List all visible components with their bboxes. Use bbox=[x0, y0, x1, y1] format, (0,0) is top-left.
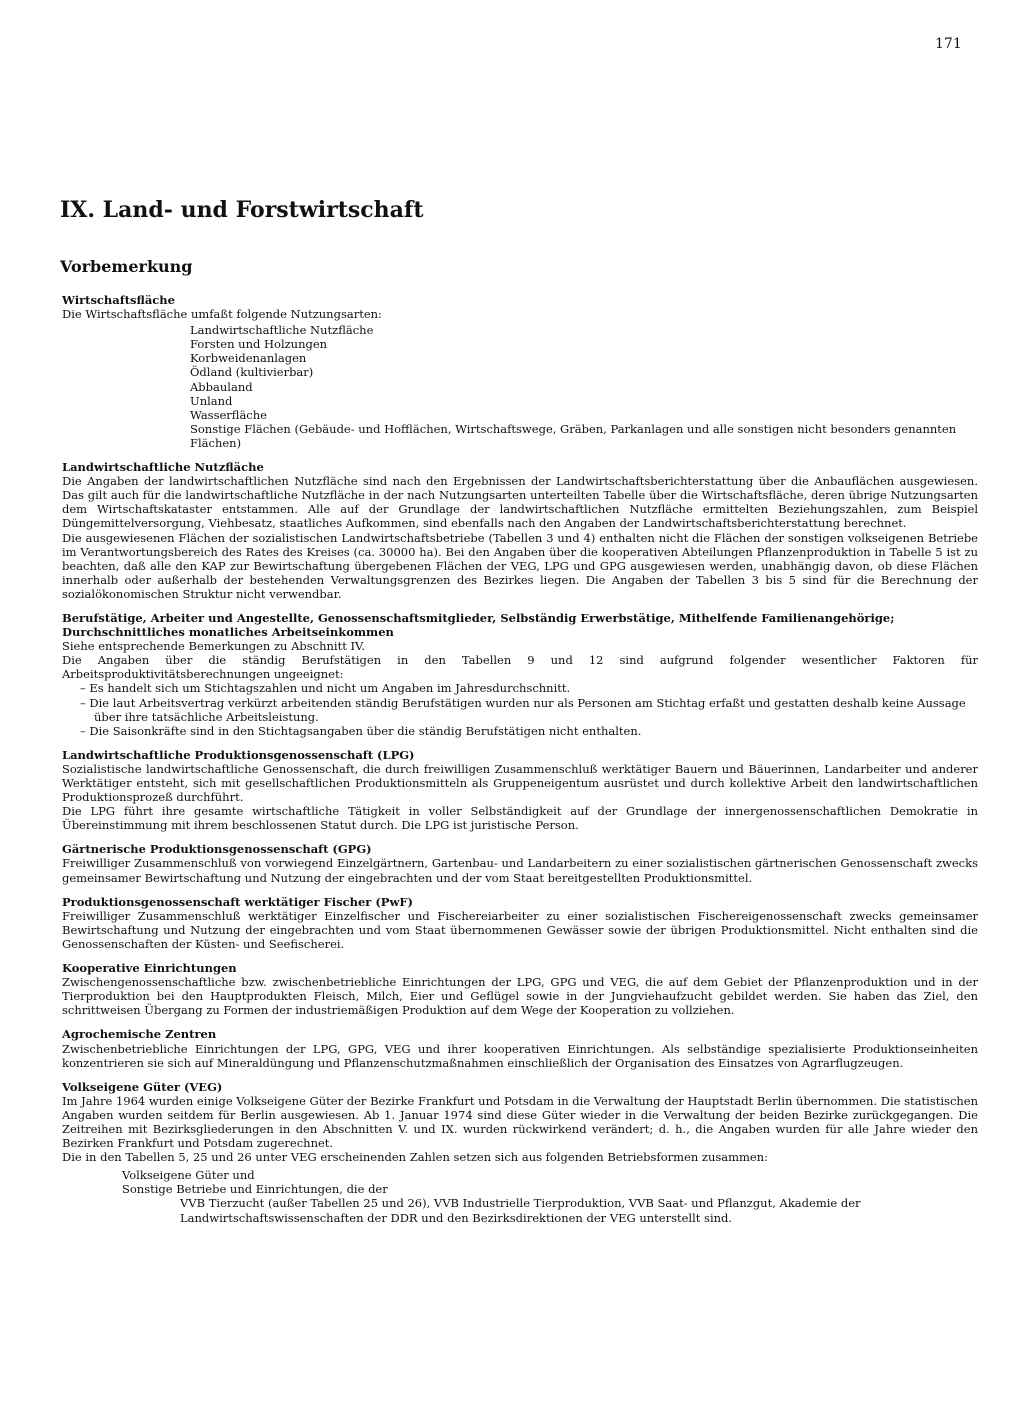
section-wirtschaftsflaeche bbox=[62, 293, 978, 450]
list-item: Ödland (kultivierbar) bbox=[190, 365, 314, 380]
document-body bbox=[62, 293, 978, 1235]
paragraph: Freiwilliger Zusammenschluß von vorwiegend Einzelgärtnern, Gartenbau- und Landarbeitern zu einer sozialistischen gärtnerischen Genossenschaft zwecks gemeinsamer Bewirtschaftung und Nutzung der eingebrachten und der vom Staat bereitgestellten Produktionsmittel. bbox=[62, 856, 978, 885]
enterprise-form-list bbox=[122, 1168, 978, 1224]
list-item: Landwirtschaftliche Nutzfläche bbox=[190, 323, 374, 338]
paragraph: Im Jahre 1964 wurden einige Volkseigene Güter der Bezirke Frankfurt und Potsdam in die Verwaltung der Hauptstadt Berlin übernommen. Die statistischen Angaben wurden seitdem für Berlin ausgewiesen. Ab 1. Januar 1974 sind diese Güter wieder in die Verwaltung der beiden Bezirke zurückgegangen. Die Zeitreihen mit Bezirksgliederungen in den Abschnitten V. und IX. wurden rückwirkend verändert; d. h., die Angaben wurden für alle Jahre wieder den Bezirken Frankfurt und Potsdam zugerechnet. bbox=[62, 1093, 978, 1151]
section-title: Gärtnerische Produktionsgenossenschaft (GPG) bbox=[62, 842, 372, 857]
list-item: Sonstige Flächen (Gebäude- und Hofflächen, Wirtschaftswege, Gräben, Parkanlagen und alle sonstigen nicht besonders genannten Flächen) bbox=[190, 421, 957, 450]
section-title: Volkseigene Güter (VEG) bbox=[62, 1079, 223, 1094]
paragraph: Die Angaben über die ständig Berufstätigen in den Tabellen 9 und 12 sind aufgrund folgender wesentlicher Faktoren für Arbeitsproduktivitätsberechnungen ungeeignet: bbox=[62, 653, 978, 682]
list-item: Forsten und Holzungen bbox=[190, 337, 328, 352]
section-veg bbox=[62, 1080, 978, 1225]
list-item: Korbweidenanlagen bbox=[190, 351, 307, 366]
page-number: 171 bbox=[935, 36, 962, 52]
section-title: Agrochemische Zentren bbox=[62, 1027, 217, 1042]
section-subtitle: Vorbemerkung bbox=[60, 257, 193, 276]
list-item: – Die Saisonkräfte sind in den Stichtagsangaben über die ständig Berufstätigen nicht enthalten. bbox=[80, 723, 642, 738]
section-title: Landwirtschaftliche Nutzfläche bbox=[62, 460, 264, 475]
list-item: Unland bbox=[190, 393, 233, 408]
section-title: Produktionsgenossenschaft werktätiger Fischer (PwF) bbox=[62, 894, 413, 909]
list-item: Sonstige Betriebe und Einrichtungen, die der bbox=[122, 1182, 388, 1197]
list-item: Volkseigene Güter und bbox=[122, 1168, 255, 1183]
section-title: Kooperative Einrichtungen bbox=[62, 961, 237, 976]
paragraph: Die LPG führt ihre gesamte wirtschaftliche Tätigkeit in voller Selbständigkeit auf der Grundlage der innergenossenschaftlichen Demokratie in Übereinstimmung mit ihrem beschlossenen Statut durch. Die LPG ist juristische Person. bbox=[62, 804, 978, 833]
usage-type-list bbox=[190, 323, 978, 450]
section-lnf bbox=[62, 460, 978, 601]
paragraph: Sozialistische landwirtschaftliche Genossenschaft, die durch freiwilligen Zusammenschluß werktätiger Bauern und Bäuerinnen, Landarbeiter und anderer Werktätiger entsteht, sich mit gesellschaftlichen Produktionsmitteln als Gruppeneigentum ausrüstet und durch kollektive Arbeit den landwirtschaftlichen Produktionsprozeß durchführt. bbox=[62, 761, 978, 805]
paragraph: Zwischenbetriebliche Einrichtungen der LPG, GPG, VEG und ihrer kooperativen Einrichtungen. Als selbständige spezialisierte Produktionseinheiten konzentrieren sie sich auf Mineraldüngung und Pflanzenschutzmaßnahmen einschließlich der Organisation des Einsatzes von Agrarflugzeugen. bbox=[62, 1041, 978, 1070]
section-gpg bbox=[62, 842, 978, 884]
paragraph: Siehe entsprechende Bemerkungen zu Abschnitt IV. bbox=[62, 639, 365, 654]
list-item: Wasserfläche bbox=[190, 407, 267, 422]
list-item: Abbauland bbox=[190, 379, 253, 394]
paragraph: Die in den Tabellen 5, 25 und 26 unter VEG erscheinenden Zahlen setzen sich aus folgenden Betriebsformen zusammen: bbox=[62, 1150, 769, 1165]
list-subitem: VVB Tierzucht (außer Tabellen 25 und 26), VVB Industrielle Tierproduktion, VVB Saat- und Pflanzgut, Akademie der Landwirtschaftswissenschaften der DDR und den Bezirksdirektionen der VEG unterstellt sind. bbox=[180, 1196, 861, 1225]
factor-list bbox=[62, 681, 978, 737]
section-lpg bbox=[62, 748, 978, 833]
section-title: Berufstätige, Arbeiter und Angestellte, Genossenschaftsmitglieder, Selbständig Erwerbstätige, Mithelfende Familienangehörige; Durchschnittliches monatliches Arbeitseinkommen bbox=[62, 610, 895, 640]
section-berufstaetige bbox=[62, 611, 978, 738]
paragraph: Zwischengenossenschaftliche bzw. zwischenbetriebliche Einrichtungen der LPG, GPG und VEG, die auf dem Gebiet der Pflanzenproduktion und in der Tierproduktion bei den Hauptprodukten Fleisch, Milch, Eier und Geflügel sowie in der Jungviehaufzucht gebildet werden. Sie haben das Ziel, den schrittweisen Übergang zu Formen der industriemäßigen Produktion auf dem Wege der Kooperation zu vollziehen. bbox=[62, 975, 978, 1018]
paragraph: Die Angaben der landwirtschaftlichen Nutzfläche sind nach den Ergebnissen der Landwirtschaftsberichterstattung über die Anbauflächen ausgewiesen. Das gilt auch für die landwirtschaftliche Nutzfläche in der nach Nutzungsarten unterteilten Tabelle über die Wirtschaftsfläche, deren übrige Nutzungsarten dem Wirtschaftskataster entstammen. Alle auf der Grundlage der landwirtschaftlichen Nutzfläche ermittelten Beziehungszahlen, zum Beispiel Düngemittelversorgung, Viehbesatz, staatliches Aufkommen, sind ebenfalls nach den Angaben der Landwirtschaftsberichterstattung berechnet. bbox=[62, 474, 978, 531]
list-item: – Es handelt sich um Stichtagszahlen und nicht um Angaben im Jahresdurchschnitt. bbox=[80, 681, 571, 696]
list-item: – Die laut Arbeitsvertrag verkürzt arbeitenden ständig Berufstätigen wurden nur als Personen am Stichtag erfaßt und gestatten deshalb keine Aussage über ihre tatsächliche Arbeitsleistung. bbox=[80, 695, 966, 724]
section-kooperative bbox=[62, 961, 978, 1017]
chapter-title: IX. Land- und Forstwirtschaft bbox=[60, 197, 424, 223]
paragraph: Freiwilliger Zusammenschluß werktätiger Einzelfischer und Fischereiarbeiter zu einer sozialistischen Fischereigenossenschaft zwecks gemeinsamer Bewirtschaftung und Nutzung der eingebrachten und vom Staat übernommenen Gewässer sowie der übrigen Produktionsmittel. Nicht enthalten sind die Genossenschaften der Küsten- und Seefischerei. bbox=[62, 908, 978, 951]
section-title: Landwirtschaftliche Produktionsgenossenschaft (LPG) bbox=[62, 747, 415, 762]
section-title: Wirtschaftsfläche bbox=[62, 293, 175, 307]
section-pwf bbox=[62, 895, 978, 951]
paragraph: Die ausgewiesenen Flächen der sozialistischen Landwirtschaftsbetriebe (Tabellen 3 und 4) enthalten nicht die Flächen der sonstigen volkseigenen Betriebe im Verantwortungsbereich des Rates des Kreises (ca. 30000 ha). Bei den Angaben über die kooperativen Abteilungen Pflanzenproduktion in Tabelle 5 ist zu beachten, daß alle den KAP zur Bewirtschaftung übergebenen Flächen der VEG, LPG und GPG ausgewiesen werden, unabhängig davon, ob diese Flächen innerhalb oder außerhalb der bestehenden Verwaltungsgrenzen des Bezirkes liegen. Die Angaben der Tabellen 3 bis 5 sind für die Berechnung der sozialökonomischen Struktur nicht verwendbar. bbox=[62, 530, 978, 601]
section-agrochemische bbox=[62, 1027, 978, 1069]
paragraph: Die Wirtschaftsfläche umfaßt folgende Nutzungsarten: bbox=[62, 307, 382, 322]
